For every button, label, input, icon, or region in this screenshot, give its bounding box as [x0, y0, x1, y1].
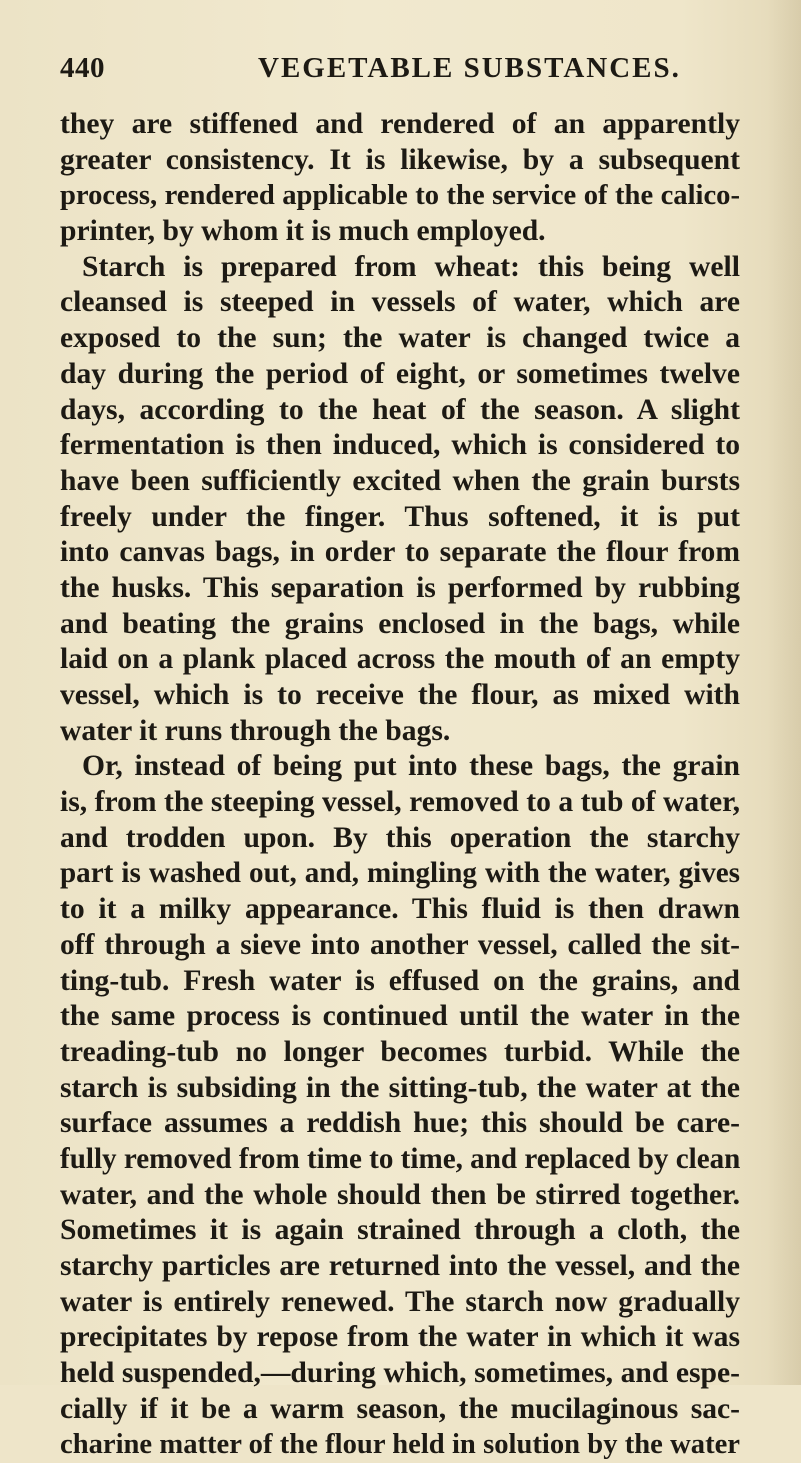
text-line: printer, by whom it is much employed. [60, 215, 546, 248]
page-header [60, 52, 740, 96]
text-line: is, from the steeping vessel, removed to a tub of water, [60, 786, 740, 819]
text-line: surface assumes a reddish hue; this should be care- [60, 1107, 740, 1140]
text-line: off through a sieve into another vessel, called the sit- [60, 928, 740, 961]
text-line: laid on a plank placed across the mouth of an empty [60, 643, 740, 676]
text-line: the same process is continued until the water in the [60, 1000, 740, 1033]
text-line: process, rendered applicable to the service of the calico- [60, 180, 740, 212]
text-line: cleansed is steeped in vessels of water, which are [60, 286, 740, 319]
text-line: they are stiffened and rendered of an apparently [60, 108, 740, 140]
text-line: held suspended,—during which, sometimes, and espe- [60, 1357, 740, 1390]
body-text [60, 107, 740, 1463]
text-line: Sometimes it is again strained through a cloth, the [60, 1214, 740, 1247]
text-line: ting-tub. Fresh water is effused on the grains, and [60, 964, 740, 997]
text-line: starch is subsiding in the sitting-tub, the water at the [60, 1071, 740, 1104]
text-line: vessel, which is to receive the flour, as mixed with [60, 679, 740, 711]
page-number: 440 [60, 52, 105, 84]
paragraph-start-line: Or, instead of being put into these bags, the grain [82, 750, 740, 783]
text-line: day during the period of eight, or sometimes twelve [60, 357, 740, 390]
paragraph-start-line: Starch is prepared from wheat: this being well [82, 250, 740, 283]
text-line: into canvas bags, in order to separate the flour from [60, 536, 740, 569]
text-line: treading-tub no longer becomes turbid. While the [60, 1035, 740, 1068]
text-line: starchy particles are returned into the vessel, and the [60, 1250, 740, 1282]
text-line: precipitates by repose from the water in which it was [60, 1321, 740, 1354]
page-edge-shadow [767, 0, 801, 1385]
text-line: exposed to the sun; the water is changed twice a [60, 322, 740, 355]
text-line: charine matter of the flour held in solution by the water [60, 1429, 740, 1461]
text-line: have been sufficiently excited when the grain bursts [60, 464, 740, 497]
text-line: fermentation is then induced, which is considered to [60, 429, 740, 462]
running-head: VEGETABLE SUBSTANCES. [258, 52, 681, 84]
text-line: the husks. This separation is performed by rubbing [60, 571, 740, 604]
text-line: days, according to the heat of the season. A slight [60, 393, 740, 426]
text-line: fully removed from time to time, and replaced by clean [60, 1142, 741, 1175]
text-line: water is entirely renewed. The starch now gradually [60, 1285, 740, 1318]
text-line: freely under the finger. Thus softened, it is put [60, 500, 740, 533]
text-line: to it a milky appearance. This fluid is then drawn [60, 893, 740, 926]
text-line: cially if it be a warm season, the mucilaginous sac- [60, 1392, 740, 1425]
text-line: greater consistency. It is likewise, by a subsequent [60, 143, 740, 176]
text-line: water, and the whole should then be stirred together. [60, 1178, 740, 1211]
text-line: and trodden upon. By this operation the starchy [60, 821, 740, 854]
text-line: and beating the grains enclosed in the bags, while [60, 607, 740, 640]
text-line: water it runs through the bags. [60, 714, 451, 747]
text-line: part is washed out, and, mingling with the water, gives [60, 857, 740, 890]
